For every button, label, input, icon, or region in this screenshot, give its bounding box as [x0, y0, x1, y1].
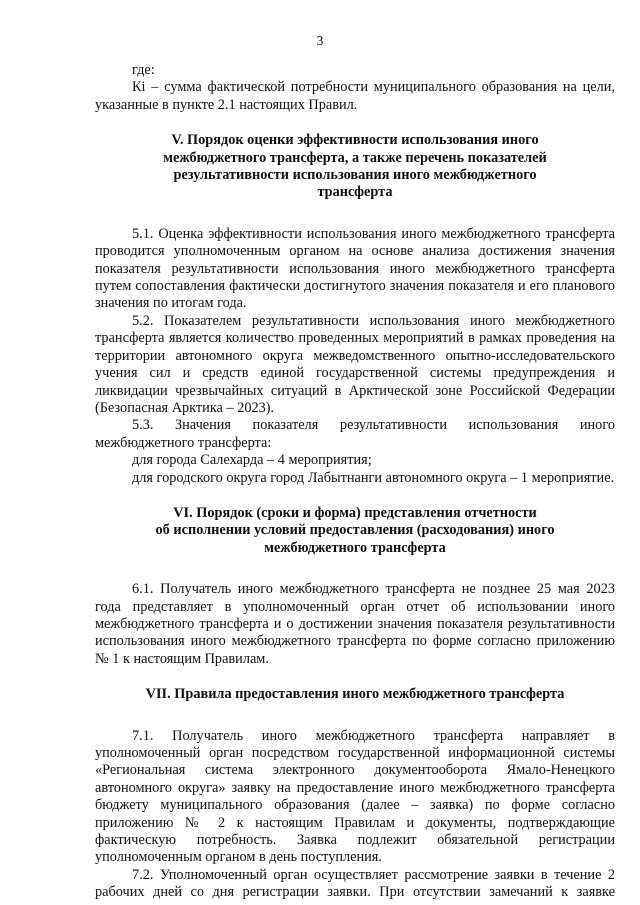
paragraph-5-3-salekhard: для города Салехарда – 4 мероприятия; [132, 452, 372, 469]
paragraph-5-3-labytnangi: для городского округа город Лабытнанги автономного округа – 1 мероприятие. [132, 469, 615, 486]
section-6-heading [95, 505, 615, 557]
section-6-heading-line: межбюджетного трансферта [264, 539, 446, 556]
paragraph-where: где: [132, 62, 155, 78]
section-6-heading-line: VI. Порядок (сроки и форма) представления отчетности [173, 504, 537, 521]
section-7-heading: VII. Правила предоставления иного межбюджетного трансферта [145, 686, 565, 703]
paragraph-5-2: 5.2. Показателем результативности использования иного межбюджетного трансферта является количество проведенных мероприятий в рамках проведения на территории автономного округа межведомственного опытно-исследовательского учения сил и средств единой государственной системы предупреждения и ликвидации чрезвычайных ситуаций в Арктической зоне Российской Федерации (Безопасная Арктика – 2023). [95, 312, 615, 416]
section-5-heading [95, 132, 615, 202]
section-5-heading-line: V. Порядок оценки эффективности использования иного [171, 132, 539, 149]
paragraph-ki-definition: Кi – сумма фактической потребности муниципального образования на цели, указанные в пункте 2.1 настоящих Правил. [95, 79, 615, 113]
paragraph-5-1: 5.1. Оценка эффективности использования иного межбюджетного трансферта проводится уполномоченным органом на основе анализа достижения значения показателя результативности использования иного межбюджетного трансферта путем сопоставления фактически достигнутого значения показателя и его планового значения по итогам года. [95, 225, 615, 312]
paragraph-5-3: 5.3. Значения показателя результативности использования иного межбюджетного трансферта: [95, 417, 615, 451]
document-body [95, 62, 615, 902]
paragraph-7-2: 7.2. Уполномоченный орган осуществляет рассмотрение заявки в течение 2 рабочих дней со дня регистрации заявки. При отсутствии замечаний к заявке [95, 866, 615, 901]
section-5-heading-line: результативности использования иного межбюджетного [173, 167, 537, 184]
page-number: 3 [316, 33, 324, 48]
paragraph-7-1: 7.1. Получатель иного межбюджетного трансферта направляет в уполномоченный орган посредством государственной информационной системы «Региональная система электронного документооборота Ямало-Ненецкого автономного округа» заявку на предоставление иного межбюджетного трансферта бюджету муниципального образования (далее – заявка) по форме согласно приложению № 2 к настоящим Правилам и документы, подтверждающие фактическую потребность. Заявка подлежит обязательной регистрации уполномоченным органом в день поступления. [95, 727, 615, 866]
section-5-heading-line: межбюджетного трансферта, а также перечень показателей [163, 149, 547, 166]
section-6-heading-line: об исполнении условий предоставления (расходования) иного [155, 522, 555, 539]
section-5-heading-line: трансферта [317, 184, 393, 201]
paragraph-6-1: 6.1. Получатель иного межбюджетного трансферта не позднее 25 мая 2023 года представляет в уполномоченный орган отчет об использовании иного межбюджетного трансферта и о достижении значения показателя результативности использования иного межбюджетного трансферта по форме согласно приложению № 1 к настоящим Правилам. [95, 581, 615, 667]
